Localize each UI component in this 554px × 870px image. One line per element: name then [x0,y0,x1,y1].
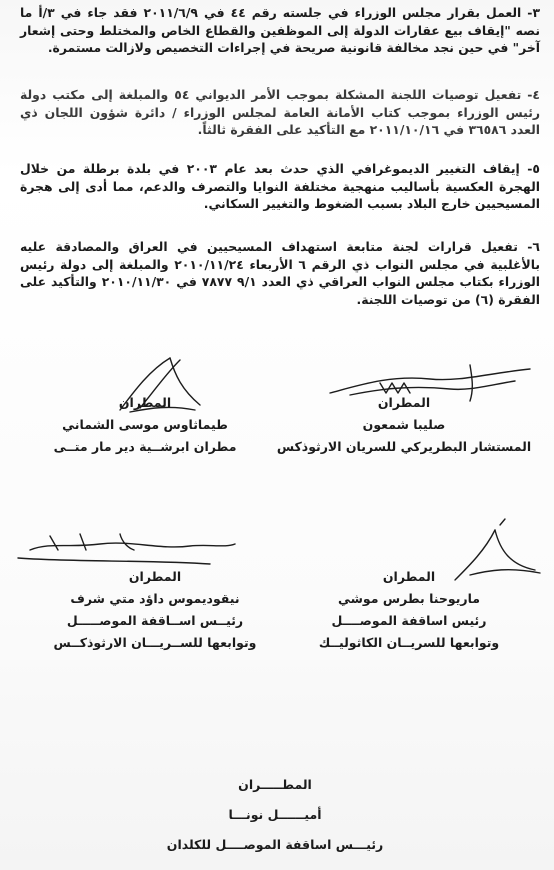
signatory-title: المطران [377,395,431,410]
signatory-right-top [274,392,534,458]
signatory-role: المستشار البطريركي للسريان الارثوذكس [276,439,532,454]
paragraph-3: ٣- العمل بقرار مجلس الوزراء في جلسته رقم ٤٤ في ٢٠١١/٦/٩ فقد جاء في ٣/أ ما نصه "إيقاف بيع عقارات الدولة إلى الموظفين والقطاع الخاص والمختلط وحتى إشعار آخر" في حين نجد مخالفة قانونية صريحة في إجراءات التخصيص ولازالت مستمرة. [20,5,541,55]
signature-left-mid [10,520,240,570]
signatory-name: طيماثاوس موسى الشماني [62,417,228,432]
signatory-bottom [150,770,400,860]
signatory-name: ماريوحنا بطرس موشي [337,591,481,606]
signatory-name: صليبا شمعون [362,417,446,432]
signatory-title: المطران [118,395,172,410]
signatory-title: المطران [382,569,436,584]
signatory-name: نيقوديموس داؤد متي شرف [70,591,240,606]
signatory-role: رئيــس اســاقفة الموصـــــل [66,613,244,628]
signatory-title: المطـــــران [238,777,312,792]
paragraph-6: ٦- تفعيل قرارات لجنة متابعة استهداف المسيحيين في العراق والمصادقة عليه بالأغلبية في مجلس النواب ذي الرقم ٦ الأربعاء ٢٠١٠/١١/٢٤ والمبلغة إلى دولة رئيس الوزراء بكتاب مجلس النواب العراقي ذي العدد ٩/١ ٧٨٧٧ في ٢٠١٠/١١/٣٠ والتأكيد على الفقرة (٦) من توصيات اللجنة. [20,239,541,307]
signatory-role-2: وتوابعها للسريــان الكاثوليــك [318,635,500,650]
signatory-role: رئيس اساقفة الموصــــل [331,613,487,628]
signatory-role-2: وتوابعها للســريـــان الارثوذكــس [53,635,257,650]
signatory-role: رئيـــس اساقفة الموصــــل للكلدان [166,837,384,852]
signatory-title: المطران [128,569,182,584]
signatory-name: أميــــــل نونـــا [228,807,322,822]
paragraph-5: ٥- إيقاف التغيير الديموغرافي الذي حدث بعد عام ٢٠٠٣ في بلدة برطلة من خلال الهجرة العكسية بأساليب منهجية مختلفة النوايا والتصرف والدعم، مما أدى إلى هجرة المسيحيين خارج البلاد بسبب الضغوط والتغيير السكاني. [20,161,540,211]
signatory-right-mid [284,566,534,654]
signatory-role: مطران ابرشــية دير مار متــى [53,439,237,454]
paragraph-4: ٤- تفعيل توصيات اللجنة المشكلة بموجب الأمر الديواني ٥٤ والمبلغة إلى مكتب دولة رئيس الوزراء بموجب كتاب الأمانة العامة لمجلس الوزراء / دائرة شؤون اللجان ذي العدد ٣٦٥٨٦ في ٢٠١١/١٠/١٦ مع التأكيد على الفقرة ثالثاً. [20,87,540,137]
signatory-left-mid [30,566,280,654]
signatory-left-top [30,392,260,458]
